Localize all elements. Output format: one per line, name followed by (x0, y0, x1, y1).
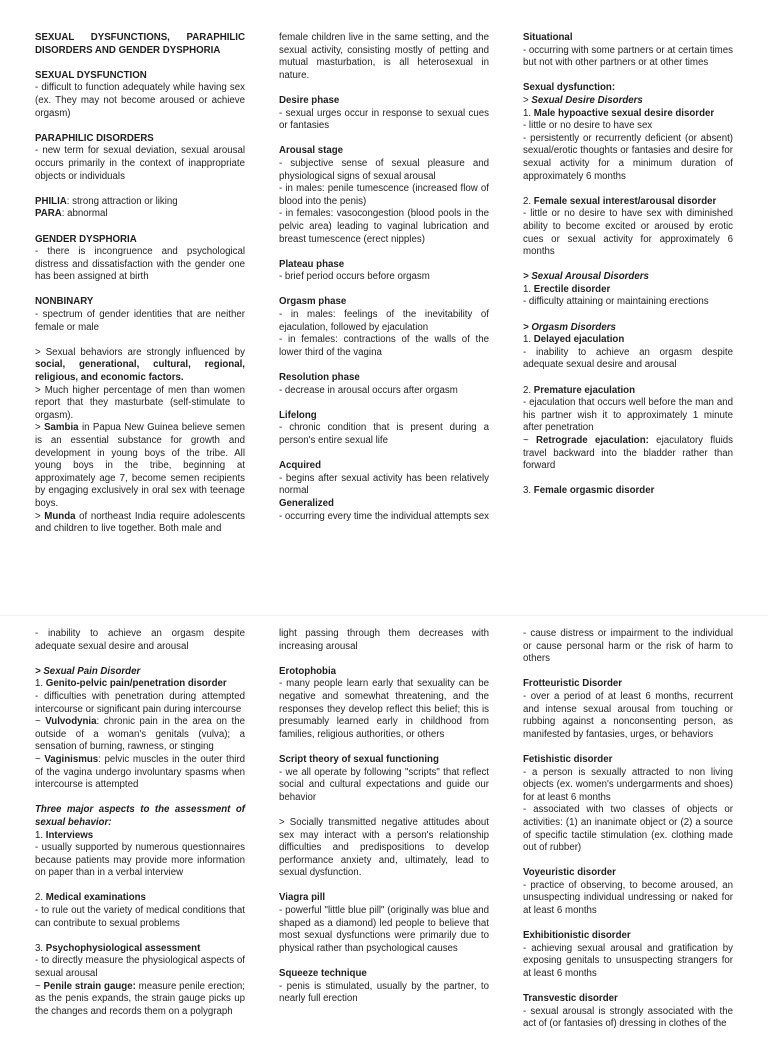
text-block (523, 82, 733, 183)
text-fragment: - usually supported by numerous questionnaires because patients may provide more information on paper than in a verbal interview (35, 842, 245, 879)
page-1-column-2 (279, 32, 489, 536)
text-fragment: ~ (35, 753, 45, 765)
text-block (279, 968, 489, 1006)
section-heading: Generalized (279, 497, 334, 509)
text-line (523, 334, 733, 347)
text-line: - difficult to function adequately while having sex (ex. They may not become aroused or achieve orgasm) (35, 82, 245, 119)
section-heading: Transvestic disorder (523, 993, 618, 1005)
bold-term: Male hypoactive sexual desire disorder (533, 107, 715, 119)
text-line (35, 754, 245, 792)
text-fragment: - inability to achieve an orgasm despite adequate sexual desire and arousal (523, 346, 733, 371)
text-block (35, 196, 245, 221)
text-block (279, 95, 489, 133)
section-heading: NONBINARY (35, 296, 94, 308)
text-line: female children live in the same setting, and the sexual activity, consisting mostly of petting and mutual masturbation, is all heterosexual in nature. (279, 32, 489, 81)
section-heading: Exhibitionistic disorder (523, 930, 631, 942)
bold-term: Sambia (44, 422, 79, 434)
section-heading: Erotophobia (279, 665, 337, 677)
text-line: - cause distress or impairment to the individual or cause personal harm or the risk of harm to others (523, 628, 733, 665)
text-block (279, 259, 489, 284)
text-line (523, 347, 733, 372)
text-line: - sexual arousal is strongly associated with the act of (or fantasies of) dressing in clothes of the (523, 1005, 733, 1030)
text-fragment: 2. (523, 384, 534, 396)
section-heading: Desire phase (279, 94, 340, 106)
text-line: - powerful "little blue pill" (originally was blue and shaped as a diamond) led people to believe that most sexual dysfunctions were primarily due to physical rather than psychological causes (279, 905, 489, 954)
bold-term: Interviews (45, 829, 94, 841)
definition-term: PARA (35, 208, 62, 220)
text-fragment: - persistently or recurrently deficient (or absent) sexual/erotic thoughts or fantasies and desire for sexual activity for a minimum duration of approximately 6 months (523, 132, 733, 182)
page-1-column-3 (523, 32, 733, 511)
text-block (279, 754, 489, 804)
text-fragment: 1. (523, 283, 534, 295)
text-line (35, 905, 245, 930)
section-heading: Frotteuristic Disorder (523, 678, 623, 690)
page-2-column-2 (279, 628, 489, 1018)
text-line (523, 485, 733, 498)
bold-term: Retrograde ejaculation: (536, 435, 649, 446)
text-line (523, 208, 733, 258)
text-line: - in males: feelings of the inevitability of ejaculation, followed by ejaculation (279, 309, 489, 333)
text-block (35, 234, 245, 284)
text-block (279, 460, 489, 498)
page-2 (0, 615, 768, 1030)
text-fragment: > (35, 422, 45, 434)
section-heading: Acquired (279, 460, 321, 472)
bold-term: Genito-pelvic pain/penetration disorder (45, 678, 227, 690)
text-line (523, 271, 733, 284)
definition-text: : abnormal (61, 208, 108, 220)
section-heading: SEXUAL DYSFUNCTION (35, 69, 147, 81)
text-fragment: 1. (35, 829, 46, 841)
bold-term: Erectile disorder (533, 283, 611, 295)
text-line (35, 347, 245, 385)
text-line: - decrease in arousal occurs after orgasm (279, 384, 458, 396)
text-line (523, 435, 733, 473)
definition-line (35, 208, 245, 221)
text-line: - in males: penile tumescence (increased flow of blood into the penis) (279, 183, 489, 207)
text-fragment: - little or no desire to have sex (523, 120, 653, 132)
text-block (35, 133, 245, 183)
text-fragment: 2. (523, 195, 534, 207)
text-fragment: > (523, 94, 532, 106)
text-line: - in females: contractions of the walls of the lower third of the vagina (279, 334, 489, 358)
text-block (523, 628, 733, 666)
text-line (35, 842, 245, 880)
text-fragment: ~ (523, 435, 536, 446)
text-fragment: 3. (523, 485, 534, 497)
bold-term: Vulvodynia (45, 716, 97, 728)
text-line: - sexual urges occur in response to sexual cues or fantasies (279, 107, 489, 132)
text-block (279, 296, 489, 359)
text-fragment: - little or no desire to have sex with diminished ability to become excited or aroused by erotic cues or sexual activity for approximately 6 months (523, 208, 733, 258)
text-line (35, 385, 245, 423)
bold-term: social, generational, cultural, regional, religious, and economic factors. (35, 359, 245, 384)
text-line: - chronic condition that is present during a person's entire sexual life (279, 422, 489, 446)
text-fragment: > Much higher percentage of men than women report that they masturbate (self-stimulate to orgasm). (35, 384, 245, 421)
bold-term: Female sexual interest/arousal disorder (533, 195, 717, 207)
text-line: - brief period occurs before orgasm (279, 271, 430, 283)
section-heading: Resolution phase (279, 372, 360, 384)
bold-term: Penile strain gauge: (43, 980, 136, 992)
bold-term: Delayed ejaculation (533, 334, 625, 346)
text-fragment: : chronic pain in the area on the outside of a woman's genitals (vulva); a sensation of burning, rawness, or stinging (35, 716, 246, 753)
text-line (523, 284, 733, 297)
page-2-column-3 (523, 628, 733, 1044)
text-block (279, 892, 489, 955)
text-line (35, 955, 245, 980)
subheading-text: Three major aspects to the assessment of sexual behavior: (35, 804, 245, 828)
text-block (35, 892, 245, 930)
section-heading: Plateau phase (279, 258, 345, 270)
text-line (523, 322, 733, 335)
section-heading: Fetishistic disorder (523, 753, 613, 765)
text-fragment: - to rule out the variety of medical conditions that can contribute to sexual problems (35, 905, 245, 929)
text-fragment: - ejaculation that occurs well before the man and his partner wish it to approximately 1 minute after penetration (523, 397, 733, 434)
subheading-text: > Sexual Arousal Disorders (523, 271, 649, 283)
text-block (35, 70, 245, 120)
text-fragment: in Papua New Guinea believe semen is an essential substance for growth and development in young boys of the tribe. All young boys in the tribe, beginning at approximately age 7, become semen recipients by engaging exclusively in oral sex with teenage boys. (35, 422, 245, 509)
text-line: light passing through them decreases with increasing arousal (279, 628, 489, 652)
text-line: - achieving sexual arousal and gratification by exposing genitals to unsuspecting strangers for at least 6 months (523, 942, 733, 980)
text-block (523, 867, 733, 917)
text-block (523, 196, 733, 259)
text-line: - occurring with some partners or at certain times but not with other partners or at other times (523, 44, 733, 69)
text-line: > Socially transmitted negative attitudes about sex may interact with a person's relationship difficulties and predispositions to develop performance anxiety and, ultimately, lead to sexual dysfunction. (279, 816, 489, 879)
text-fragment: of northeast India require adolescents and children to live together. Both male and (35, 510, 245, 535)
text-line (35, 422, 245, 510)
section-heading: GENDER DYSPHORIA (35, 233, 137, 245)
text-line (35, 666, 245, 679)
page-1-column-1 (35, 32, 245, 548)
text-block (279, 817, 489, 880)
section-heading: Viagra pill (279, 892, 326, 904)
text-fragment: measure penile erection; as the penis expands, the strain gauge picks up the changes and records them on a polygraph (35, 980, 245, 1017)
text-block (523, 32, 733, 70)
text-line: - we all operate by following "scripts" that reflect social and cultural expectations and guide our behavior (279, 766, 489, 803)
section-heading: Voyeuristic disorder (523, 867, 616, 879)
bold-term: Premature ejaculation (533, 384, 635, 396)
text-fragment: 1. (523, 334, 534, 346)
bold-term: Female orgasmic disorder (533, 485, 655, 497)
text-fragment: - to directly measure the physiological aspects of sexual arousal (35, 955, 245, 980)
text-line: - many people learn early that sexuality can be negative and somewhat threatening, and the responses they develop reflect this belief; this is presumably learned early in childhood from families, religious authorities, or others (279, 678, 489, 740)
text-fragment: - difficulty attaining or maintaining erections (523, 296, 709, 308)
section-heading: Arousal stage (279, 145, 344, 157)
text-line: - inability to achieve an orgasm despite adequate sexual desire and arousal (35, 628, 245, 652)
text-block (279, 32, 489, 82)
text-line (523, 385, 733, 398)
text-block (279, 498, 489, 523)
text-block (35, 296, 245, 334)
bold-term: Sexual dysfunction: (523, 82, 616, 94)
text-line (35, 830, 245, 843)
text-line (523, 397, 733, 435)
text-block (279, 666, 489, 742)
text-block (523, 993, 733, 1031)
text-line (35, 943, 245, 956)
text-block (35, 666, 245, 792)
text-line (523, 133, 733, 183)
text-line (35, 981, 245, 1019)
text-fragment: - difficulties with penetration during attempted intercourse or significant pain during intercourse (35, 690, 245, 715)
text-line: - there is incongruence and psychological distress and dissatisfaction with the gender one has been assigned at birth (35, 246, 245, 283)
text-line: - over a period of at least 6 months, recurrent and intense sexual arousal from touching or rubbing against a nonconsenting person, as manifested by fantasies, urges, or behaviors (523, 690, 733, 740)
text-line: - new term for sexual deviation, sexual arousal occurs primarily in the context of inappropriate objects or individuals (35, 145, 245, 182)
text-line: - practice of observing, to become aroused, an unsuspecting individual undressing or naked for at least 6 months (523, 879, 733, 917)
text-line: - a person is sexually attracted to non living objects (ex. women's undergarments and shoes) for at least 6 months (523, 766, 733, 803)
text-line (523, 120, 733, 133)
text-line (523, 296, 733, 309)
text-block (279, 372, 489, 397)
text-line (523, 108, 733, 121)
text-fragment: ejaculatory fluids travel backward into the bladder rather than forward (523, 435, 733, 472)
page-2-column-1 (35, 628, 245, 1031)
text-line (35, 892, 245, 905)
text-line (523, 95, 733, 108)
subheading-text: > Orgasm Disorders (523, 321, 616, 333)
text-block (523, 485, 733, 498)
text-fragment: ~ (35, 980, 44, 992)
section-heading: Script theory of sexual functioning (279, 753, 439, 765)
text-block (523, 930, 733, 980)
section-heading: Squeeze technique (279, 968, 367, 980)
text-block (279, 410, 489, 448)
text-line (35, 678, 245, 691)
text-line: - begins after sexual activity has been relatively normal (279, 472, 489, 497)
subheading-text: > Sexual Pain Disorder (35, 665, 141, 677)
text-block (279, 145, 489, 246)
text-line: - in females: vasocongestion (blood pools in the pelvic area) leading to vaginal lubrication and breast tumescence (erect nipples) (279, 208, 489, 245)
text-fragment: 3. (35, 942, 46, 954)
text-line (35, 511, 245, 536)
bold-term: Vaginismus (44, 753, 99, 765)
bold-term: Munda (44, 510, 76, 522)
text-fragment: ~ (35, 716, 46, 728)
text-block (523, 754, 733, 855)
text-block (523, 678, 733, 741)
text-line: - subjective sense of sexual pleasure and physiological signs of sexual arousal (279, 157, 489, 182)
text-block (35, 943, 245, 1019)
text-line (523, 82, 733, 95)
text-line: - penis is stimulated, usually by the partner, to nearly full erection (279, 980, 489, 1005)
section-heading: Situational (523, 32, 573, 43)
text-line (35, 716, 245, 754)
text-line (523, 196, 733, 209)
text-line: - occurring every time the individual attempts sex (279, 510, 489, 522)
section-heading: PARAPHILIC DISORDERS (35, 132, 154, 144)
text-fragment: 1. (35, 678, 46, 690)
text-fragment: 2. (35, 892, 46, 904)
bold-term: Medical examinations (45, 892, 146, 904)
definition-line (35, 196, 245, 209)
text-fragment: > Sexual behaviors are strongly influenced by (35, 346, 245, 358)
section-heading: Orgasm phase (279, 296, 347, 308)
text-block (279, 628, 489, 653)
text-block (523, 322, 733, 372)
text-fragment: : pelvic muscles in the outer third of the vagina undergo involuntary spasms when intercourse is attempted (35, 753, 245, 791)
text-block (35, 347, 245, 536)
definition-term: PHILIA (35, 195, 67, 207)
document-title: SEXUAL DYSFUNCTIONS, PARAPHILIC DISORDERS AND GENDER DYSPHORIA (35, 32, 245, 56)
section-heading: Lifelong (279, 409, 317, 421)
text-fragment: > (35, 510, 45, 522)
text-line (35, 691, 245, 716)
text-line (35, 804, 245, 829)
text-line: - associated with two classes of objects or activities: (1) an inanimate object or (2) a source of specific tactile stimulation (ex. clothing made out of rubber) (523, 804, 733, 854)
text-fragment: 1. (523, 107, 534, 119)
text-block (523, 385, 733, 473)
text-block (523, 271, 733, 309)
bold-term: Psychophysiological assessment (45, 942, 201, 954)
subheading-text: Sexual Desire Disorders (531, 94, 643, 106)
text-block (35, 804, 245, 880)
definition-text: : strong attraction or liking (66, 195, 178, 207)
text-line: - spectrum of gender identities that are neither female or male (35, 309, 245, 333)
text-block (35, 32, 245, 57)
text-block (35, 628, 245, 653)
